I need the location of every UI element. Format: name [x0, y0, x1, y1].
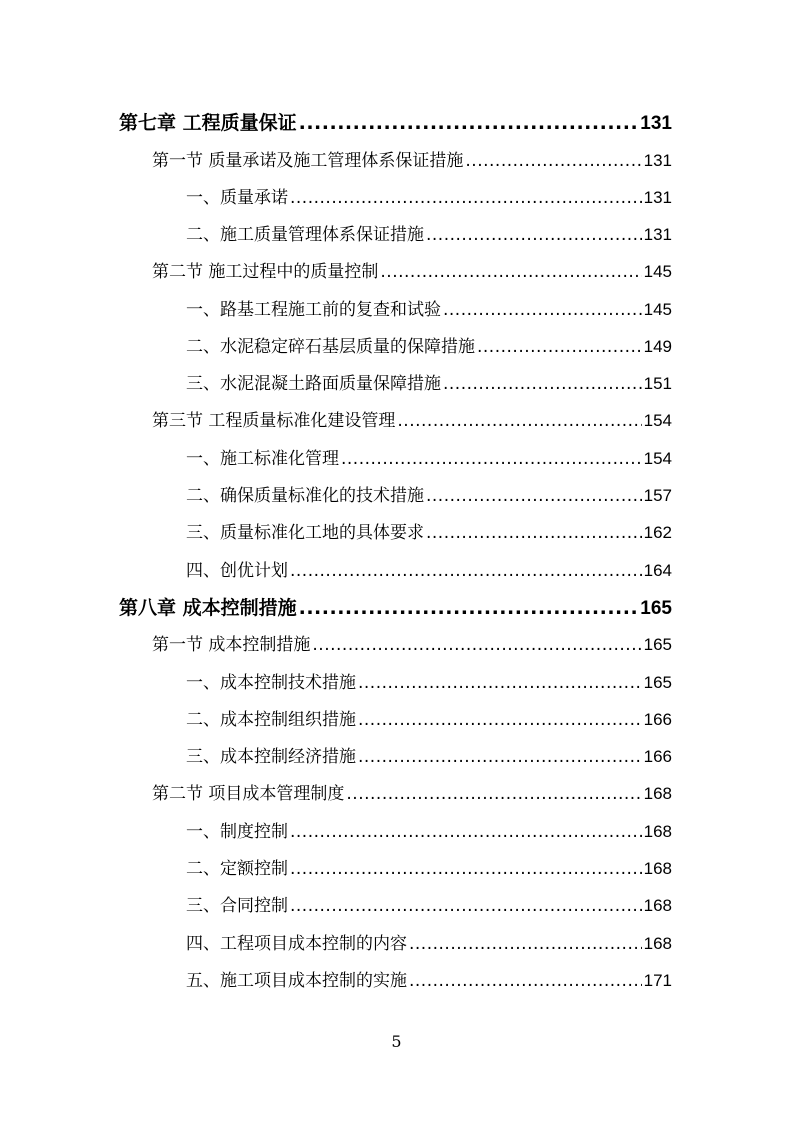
toc-entry-title: 二、确保质量标准化的技术措施 [186, 486, 424, 506]
toc-entry-title: 二、成本控制组织措施 [186, 710, 356, 730]
toc-entry[interactable] [186, 369, 672, 394]
toc-entry-page: 166 [643, 710, 672, 729]
dot-leader [299, 112, 639, 134]
toc-entry-title: 第一节 质量承诺及施工管理体系保证措施 [152, 151, 464, 171]
toc-entry-page: 168 [643, 896, 672, 915]
dot-leader [358, 747, 642, 767]
toc-entry-title: 三、成本控制经济措施 [186, 747, 356, 767]
toc-entry-page: 145 [643, 300, 672, 319]
toc-entry-title: 一、施工标准化管理 [186, 449, 339, 469]
toc-entry-page: 131 [643, 225, 672, 244]
toc-entry-page: 154 [643, 411, 672, 430]
toc-entry[interactable] [186, 668, 672, 693]
toc-entry-title: 第一节 成本控制措施 [152, 635, 311, 655]
dot-leader [380, 262, 641, 282]
toc-entry[interactable] [186, 891, 672, 916]
dot-leader [290, 859, 642, 879]
dot-leader [426, 225, 642, 245]
toc-entry-title: 第二节 施工过程中的质量控制 [152, 262, 379, 282]
toc-entry-title: 第三节 工程质量标准化建设管理 [152, 411, 396, 431]
toc-entry[interactable] [186, 332, 672, 357]
toc-entry-title: 四、工程项目成本控制的内容 [186, 934, 407, 954]
toc-entry-title: 一、制度控制 [186, 822, 288, 842]
dot-leader [290, 896, 642, 916]
toc-entry[interactable] [186, 929, 672, 954]
dot-leader [397, 411, 641, 431]
dot-leader [443, 300, 642, 320]
toc-entry-title: 三、质量标准化工地的具体要求 [186, 523, 424, 543]
toc-entry[interactable] [186, 183, 672, 208]
toc-entry-page: 168 [643, 934, 672, 953]
toc-entry-page: 166 [643, 747, 672, 766]
dot-leader [409, 934, 642, 954]
dot-leader [290, 822, 642, 842]
toc-entry-page: 157 [643, 486, 672, 505]
toc-entry[interactable] [186, 817, 672, 842]
toc-entry[interactable] [119, 593, 672, 620]
toc-entry[interactable] [186, 220, 672, 245]
toc-entry-page: 162 [643, 523, 672, 542]
toc-entry[interactable] [186, 556, 672, 581]
toc-entry[interactable] [152, 146, 672, 171]
dot-leader [341, 449, 642, 469]
dot-leader [426, 523, 642, 543]
toc-entry-title: 第八章 成本控制措施 [119, 597, 297, 619]
dot-leader [358, 710, 642, 730]
toc-entry-page: 151 [643, 374, 672, 393]
dot-leader [443, 374, 642, 394]
toc-entry[interactable] [152, 630, 672, 655]
dot-leader [299, 597, 639, 619]
toc-entry[interactable] [186, 854, 672, 879]
toc-entry-page: 171 [643, 971, 672, 990]
toc-entry-page: 165 [643, 635, 672, 654]
dot-leader [312, 635, 641, 655]
dot-leader [465, 151, 641, 171]
toc-entry[interactable] [186, 966, 672, 991]
toc-entry-page: 165 [640, 598, 672, 619]
dot-leader [409, 971, 642, 991]
toc-entry[interactable] [186, 444, 672, 469]
toc-entry-page: 145 [643, 262, 672, 281]
toc-entry-title: 二、水泥稳定碎石基层质量的保障措施 [186, 337, 475, 357]
page-number: 5 [391, 1032, 402, 1051]
toc-entry[interactable] [186, 481, 672, 506]
toc-entry-title: 第二节 项目成本管理制度 [152, 784, 345, 804]
toc-entry-title: 四、创优计划 [186, 561, 288, 581]
toc-entry-page: 131 [643, 188, 672, 207]
dot-leader [290, 561, 642, 581]
toc-entry-title: 五、施工项目成本控制的实施 [186, 971, 407, 991]
toc-entry-page: 168 [643, 859, 672, 878]
toc-entry-title: 二、定额控制 [186, 859, 288, 879]
toc-entry-page: 165 [643, 673, 672, 692]
toc-entry-title: 三、合同控制 [186, 896, 288, 916]
toc-entry[interactable] [152, 257, 672, 282]
toc-entry[interactable] [152, 406, 672, 431]
toc-entry-page: 168 [643, 784, 672, 803]
toc-entry-page: 131 [640, 113, 672, 134]
toc-entry-page: 164 [643, 561, 672, 580]
dot-leader [426, 486, 642, 506]
toc-entry[interactable] [186, 295, 672, 320]
toc-entry-title: 三、水泥混凝土路面质量保障措施 [186, 374, 441, 394]
toc-entry-page: 149 [643, 337, 672, 356]
toc-entry-title: 一、成本控制技术措施 [186, 673, 356, 693]
toc-entry[interactable] [119, 108, 672, 135]
toc-entry-title: 一、路基工程施工前的复查和试验 [186, 300, 441, 320]
toc-entry-title: 二、施工质量管理体系保证措施 [186, 225, 424, 245]
dot-leader [290, 188, 642, 208]
toc-entry-title: 第七章 工程质量保证 [119, 112, 297, 134]
toc-entry-title: 一、质量承诺 [186, 188, 288, 208]
toc-entry-page: 168 [643, 822, 672, 841]
toc-entry[interactable] [152, 779, 672, 804]
toc-entry[interactable] [186, 742, 672, 767]
dot-leader [358, 673, 642, 693]
dot-leader [477, 337, 642, 357]
toc-entry-page: 131 [643, 151, 672, 170]
toc-entry[interactable] [186, 705, 672, 730]
toc-entry[interactable] [186, 518, 672, 543]
dot-leader [346, 784, 641, 804]
toc-entry-page: 154 [643, 449, 672, 468]
